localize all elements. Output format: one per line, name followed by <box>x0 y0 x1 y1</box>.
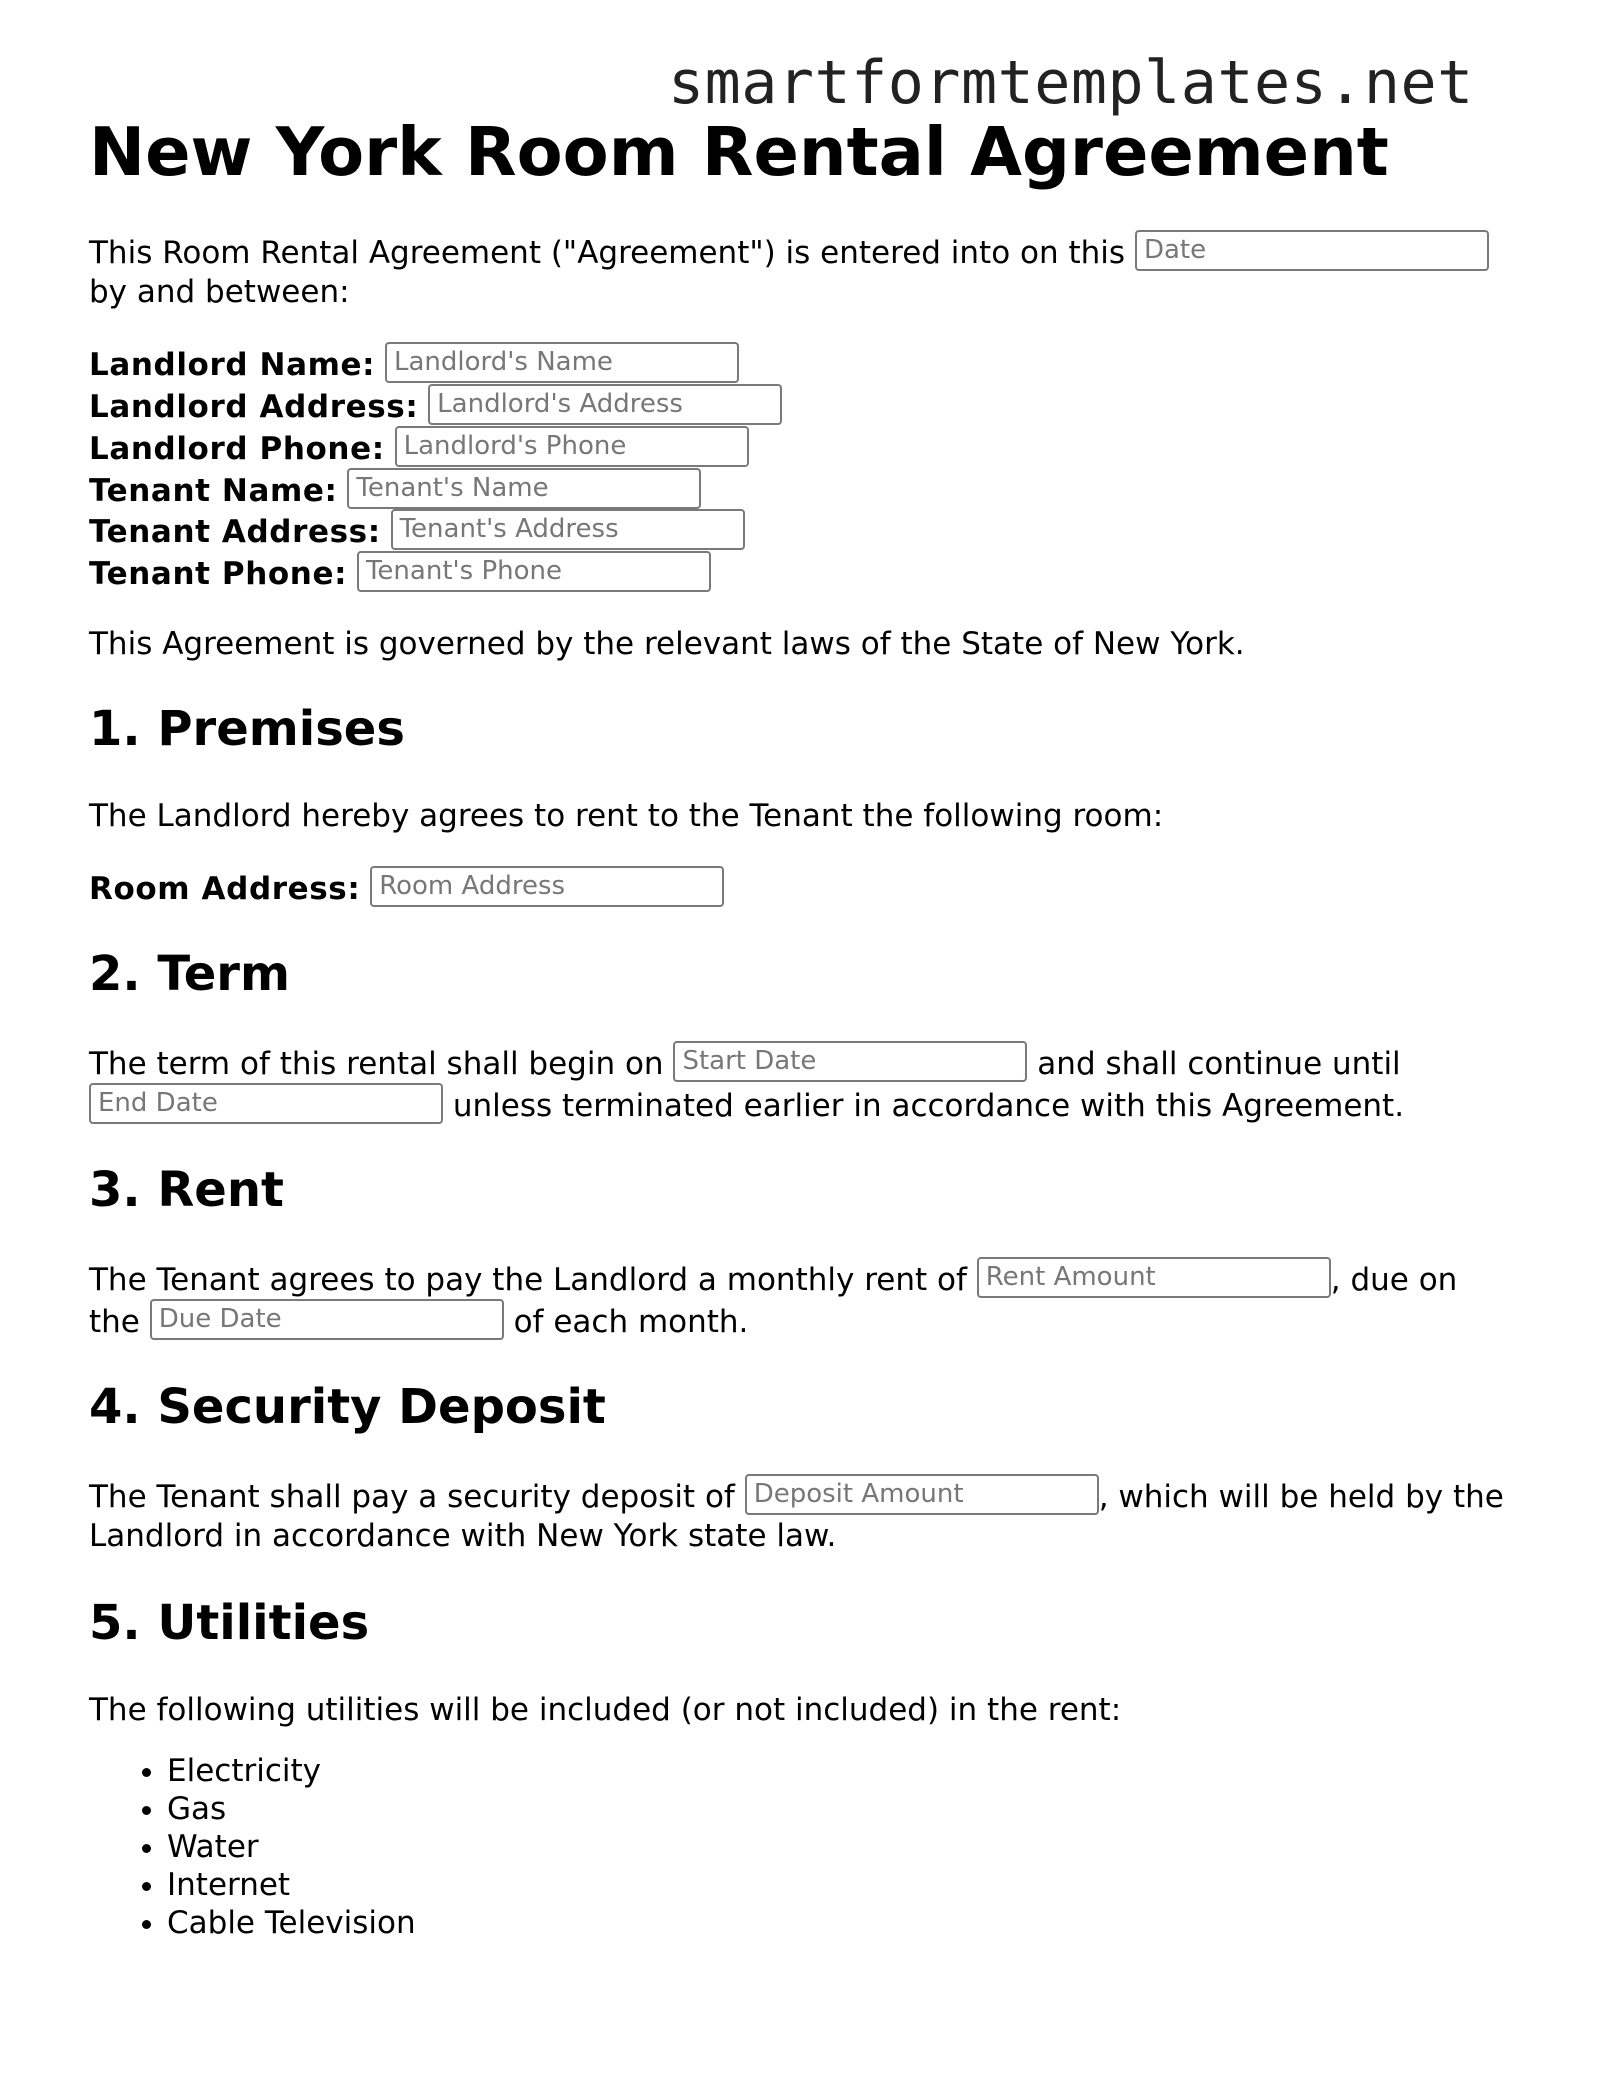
party-row-tenant-phone <box>89 551 711 595</box>
landlord-name-label: Landlord Name: <box>89 347 376 383</box>
premises-text: The Landlord hereby agrees to rent to the Tenant the following room: <box>89 798 1164 834</box>
agreement-date-field[interactable] <box>1135 230 1489 271</box>
term-heading: 2. Term <box>89 946 290 1002</box>
tenant-phone-label: Tenant Phone: <box>89 556 348 592</box>
tenant-address-label: Tenant Address: <box>89 514 381 550</box>
party-row-tenant-name <box>89 468 701 512</box>
room-address-field[interactable] <box>370 866 724 907</box>
watermark-text: smartformtemplates.net <box>668 48 1474 118</box>
intro-line-2: by and between: <box>89 274 350 310</box>
rent-text-2: , due on <box>1330 1262 1458 1298</box>
list-item: • Internet <box>167 1866 416 1904</box>
deposit-amount-field[interactable] <box>745 1474 1099 1515</box>
deposit-line-2: Landlord in accordance with New York state law. <box>89 1518 837 1554</box>
deposit-heading: 4. Security Deposit <box>89 1379 606 1435</box>
landlord-phone-label: Landlord Phone: <box>89 431 385 467</box>
intro-text: This Room Rental Agreement ("Agreement") is entered into on this <box>89 235 1126 271</box>
tenant-address-field[interactable] <box>391 509 745 550</box>
tenant-name-label: Tenant Name: <box>89 473 338 509</box>
utilities-text: The following utilities will be included (or not included) in the rent: <box>89 1692 1122 1728</box>
deposit-text-1: The Tenant shall pay a security deposit of <box>89 1479 735 1515</box>
list-item: • Water <box>167 1828 416 1866</box>
room-address-row <box>89 866 724 910</box>
due-date-field[interactable] <box>150 1299 504 1340</box>
premises-heading: 1. Premises <box>89 701 405 757</box>
governing-law-text: This Agreement is governed by the relevant laws of the State of New York. <box>89 626 1245 662</box>
term-text-1: The term of this rental shall begin on <box>89 1046 664 1082</box>
utilities-list <box>89 1752 416 1942</box>
party-row-landlord-address <box>89 384 782 428</box>
rent-amount-field[interactable] <box>977 1257 1331 1298</box>
utilities-heading: 5. Utilities <box>89 1595 370 1651</box>
term-line-1 <box>89 1041 1401 1085</box>
deposit-line-1 <box>89 1474 1504 1518</box>
room-address-label: Room Address: <box>89 871 361 907</box>
rent-heading: 3. Rent <box>89 1162 284 1218</box>
list-item: • Electricity <box>167 1752 416 1790</box>
term-line-2 <box>89 1083 1404 1127</box>
landlord-name-field[interactable] <box>385 342 739 383</box>
landlord-phone-field[interactable] <box>395 426 749 467</box>
party-row-landlord-phone <box>89 426 749 470</box>
list-item: • Cable Television <box>167 1904 416 1942</box>
party-row-landlord-name <box>89 342 739 386</box>
rent-line-2 <box>89 1299 748 1343</box>
landlord-address-field[interactable] <box>428 384 782 425</box>
rent-text-4: of each month. <box>513 1304 749 1340</box>
list-item: • Gas <box>167 1790 416 1828</box>
party-row-tenant-address <box>89 509 745 553</box>
rent-text-3: the <box>89 1304 140 1340</box>
end-date-field[interactable] <box>89 1083 443 1124</box>
rent-line-1 <box>89 1257 1457 1301</box>
landlord-address-label: Landlord Address: <box>89 389 419 425</box>
tenant-phone-field[interactable] <box>357 551 711 592</box>
intro-line-1 <box>89 230 1489 274</box>
document-title: New York Room Rental Agreement <box>89 113 1389 191</box>
deposit-text-2: , which will be held by the <box>1098 1479 1504 1515</box>
rent-text-1: The Tenant agrees to pay the Landlord a monthly rent of <box>89 1262 967 1298</box>
term-text-2: and shall continue until <box>1037 1046 1401 1082</box>
start-date-field[interactable] <box>673 1041 1027 1082</box>
tenant-name-field[interactable] <box>347 468 701 509</box>
term-text-3: unless terminated earlier in accordance with this Agreement. <box>452 1088 1405 1124</box>
